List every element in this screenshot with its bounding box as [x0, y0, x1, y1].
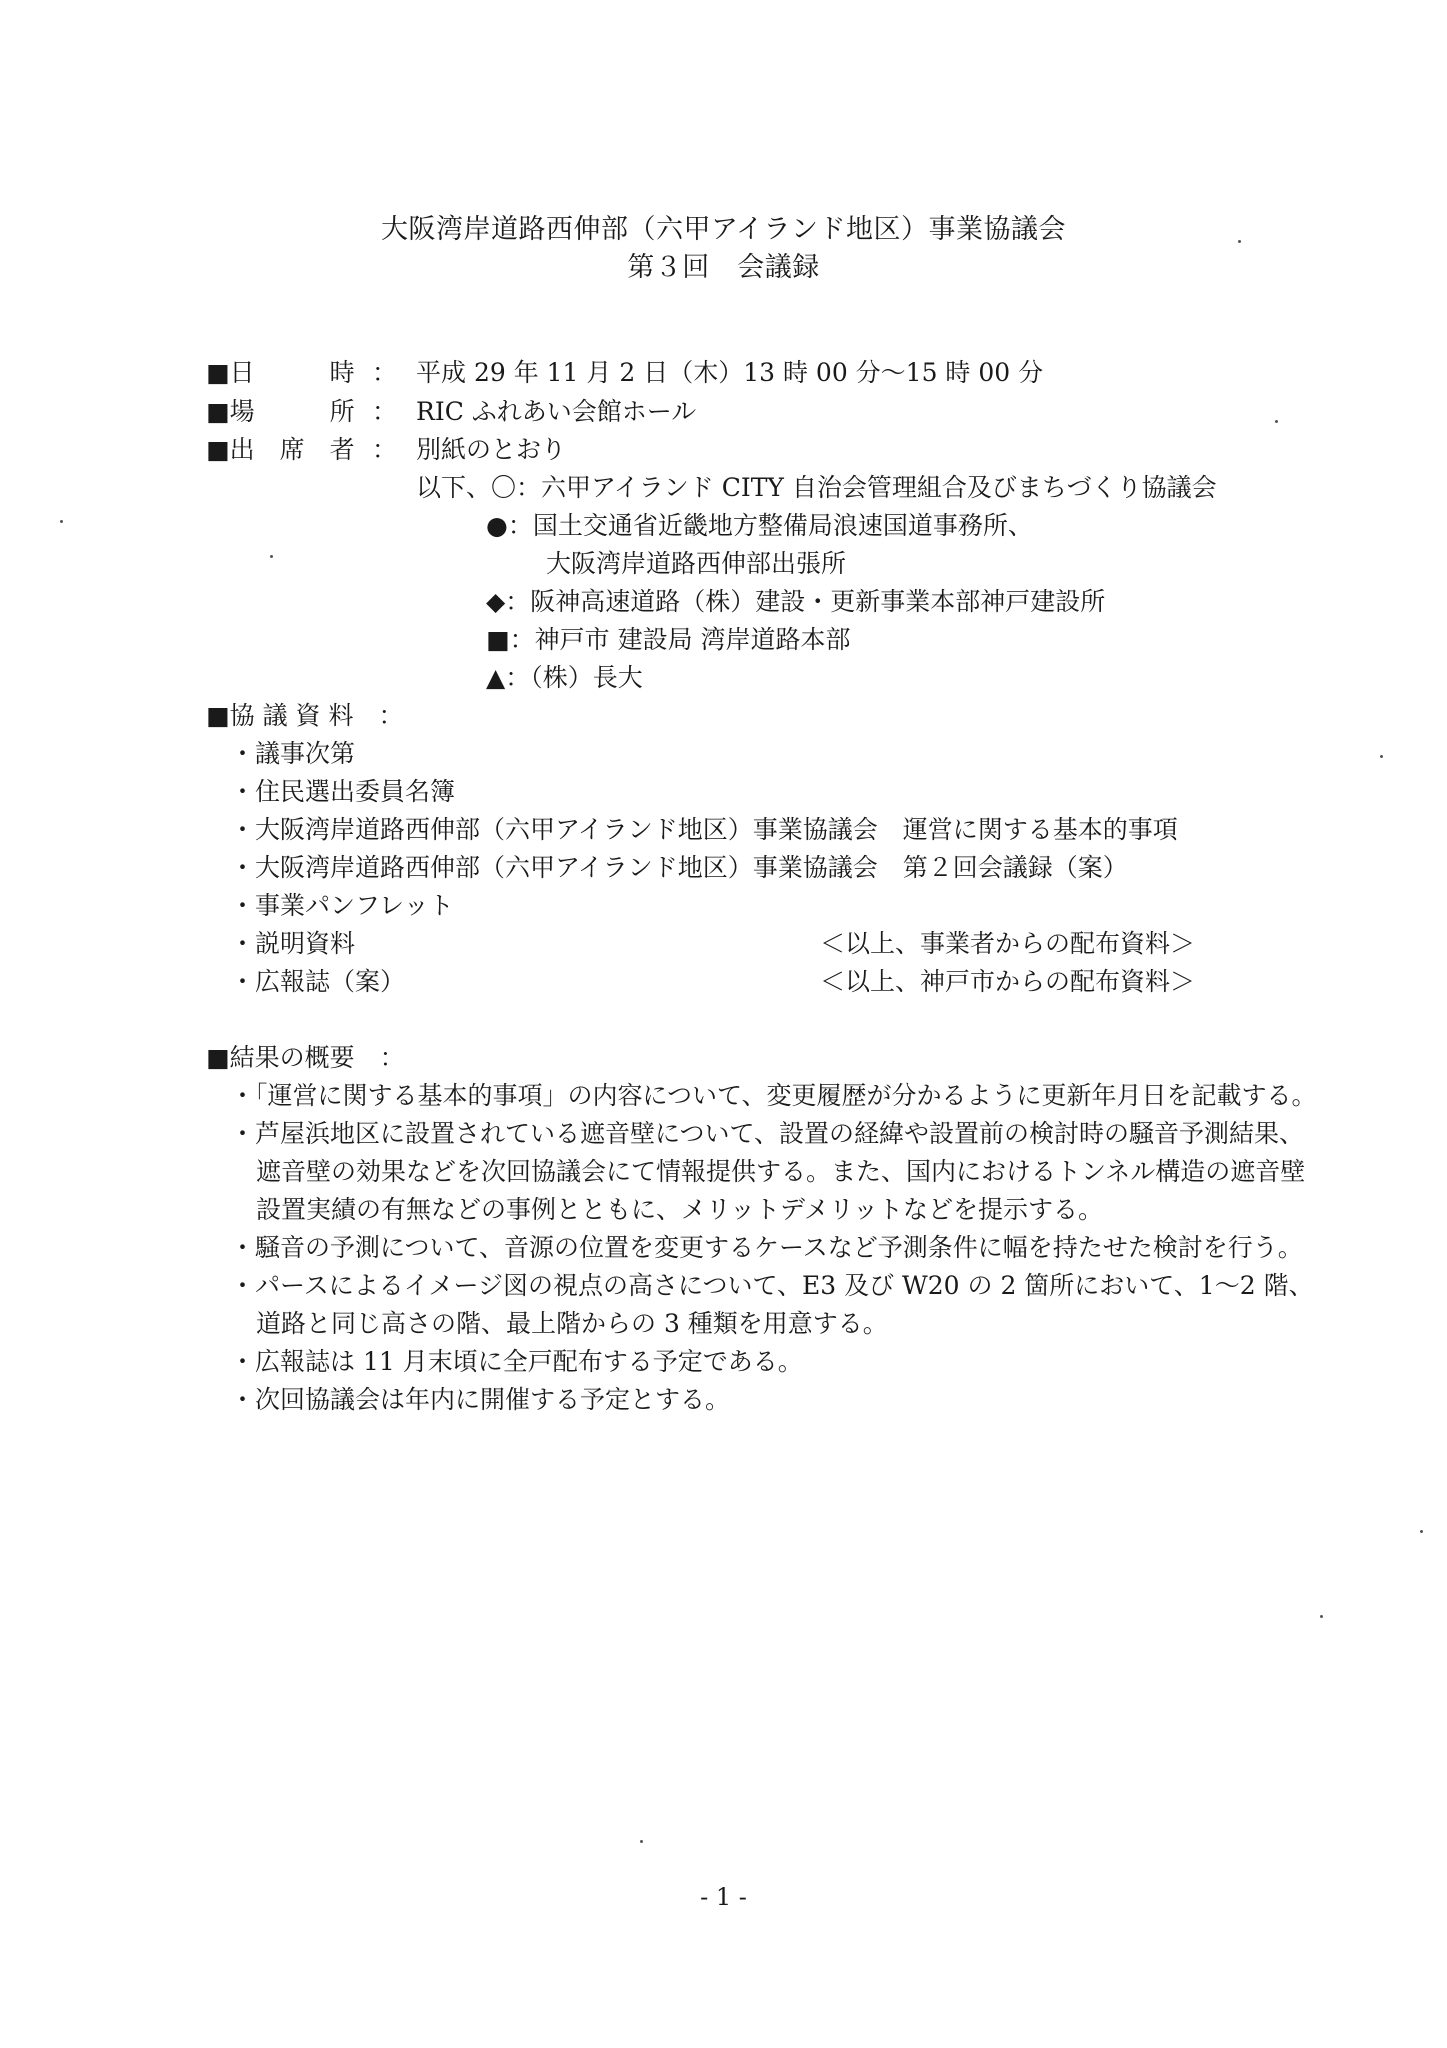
results-line: ・騒音の予測について、音源の位置を変更するケースなど予測条件に幅を持たせた検討を行う。	[230, 1233, 1303, 1262]
scan-speck	[60, 520, 63, 523]
scan-speck	[1275, 420, 1278, 423]
info-date-label: ■日 時	[206, 358, 355, 387]
info-place-value: RIC ふれあい会館ホール	[416, 397, 697, 426]
results-line: ・パースによるイメージ図の視点の高さについて、E3 及び W20 の 2 箇所において、1～2 階、	[230, 1271, 1314, 1300]
scan-speck	[1320, 1615, 1323, 1618]
materials-item: ・事業パンフレット	[230, 891, 454, 920]
info-attendees-value: 別紙のとおり	[416, 435, 567, 464]
materials-note-kobe: ＜以上、神戸市からの配布資料＞	[820, 967, 1196, 996]
materials-item: ・議事次第	[230, 739, 356, 768]
materials-note-operators: ＜以上、事業者からの配布資料＞	[820, 929, 1196, 958]
info-attendees-colon: ：	[372, 435, 398, 464]
results-line: ・広報誌は 11 月末頃に全戸配布する予定である。	[230, 1347, 803, 1376]
results-heading: ■結果の概要 ：	[206, 1043, 405, 1072]
materials-item: ・説明資料	[230, 929, 356, 958]
materials-heading: ■協 議 資 料 ：	[206, 701, 404, 730]
legend-line: ◆：阪神高速道路（株）建設・更新事業本部神戸建設所	[486, 587, 1106, 616]
info-place-colon: ：	[372, 397, 398, 426]
results-line: 道路と同じ高さの階、最上階からの 3 種類を用意する。	[256, 1309, 888, 1338]
materials-item: ・大阪湾岸道路西伸部（六甲アイランド地区）事業協議会 運営に関する基本的事項	[230, 815, 1178, 844]
document-subtitle: 第３回 会議録	[627, 252, 820, 283]
document-title: 大阪湾岸道路西伸部（六甲アイランド地区）事業協議会	[380, 214, 1067, 245]
materials-item: ・大阪湾岸道路西伸部（六甲アイランド地区）事業協議会 第２回会議録（案）	[230, 853, 1128, 882]
materials-item: ・住民選出委員名簿	[230, 777, 456, 806]
info-attendees-label: ■出 席 者	[206, 435, 355, 464]
scan-speck	[640, 1840, 643, 1843]
scan-speck	[1238, 240, 1241, 243]
legend-line: ▲：（株）長大	[486, 663, 643, 692]
info-place-label: ■場 所	[206, 397, 355, 426]
legend-line: ■：神戸市 建設局 湾岸道路本部	[486, 625, 851, 654]
scan-speck	[1420, 1530, 1423, 1533]
scan-speck	[1380, 755, 1383, 758]
legend-line: 以下、〇：六甲アイランド CITY 自治会管理組合及びまちづくり協議会	[416, 473, 1217, 502]
results-line: ・「運営に関する基本的事項」の内容について、変更履歴が分かるように更新年月日を記載する。	[230, 1081, 1317, 1110]
info-date-colon: ：	[372, 358, 398, 387]
results-line: 設置実績の有無などの事例とともに、メリットデメリットなどを提示する。	[256, 1195, 1104, 1224]
legend-line: ●：国土交通省近畿地方整備局浪速国道事務所、	[486, 511, 1033, 540]
materials-item: ・広報誌（案）	[230, 967, 406, 996]
results-line: ・芦屋浜地区に設置されている遮音壁について、設置の経緯や設置前の検討時の騒音予測結果、	[230, 1119, 1305, 1148]
info-date-value: 平成 29 年 11 月 2 日（木）13 時 00 分～15 時 00 分	[416, 358, 1044, 387]
page-number: - 1 -	[700, 1883, 747, 1911]
scan-speck	[270, 555, 273, 558]
results-line: 遮音壁の効果などを次回協議会にて情報提供する。また、国内におけるトンネル構造の遮音壁	[256, 1157, 1306, 1186]
legend-line: 大阪湾岸道路西伸部出張所	[546, 549, 847, 578]
results-line: ・次回協議会は年内に開催する予定とする。	[230, 1385, 731, 1414]
